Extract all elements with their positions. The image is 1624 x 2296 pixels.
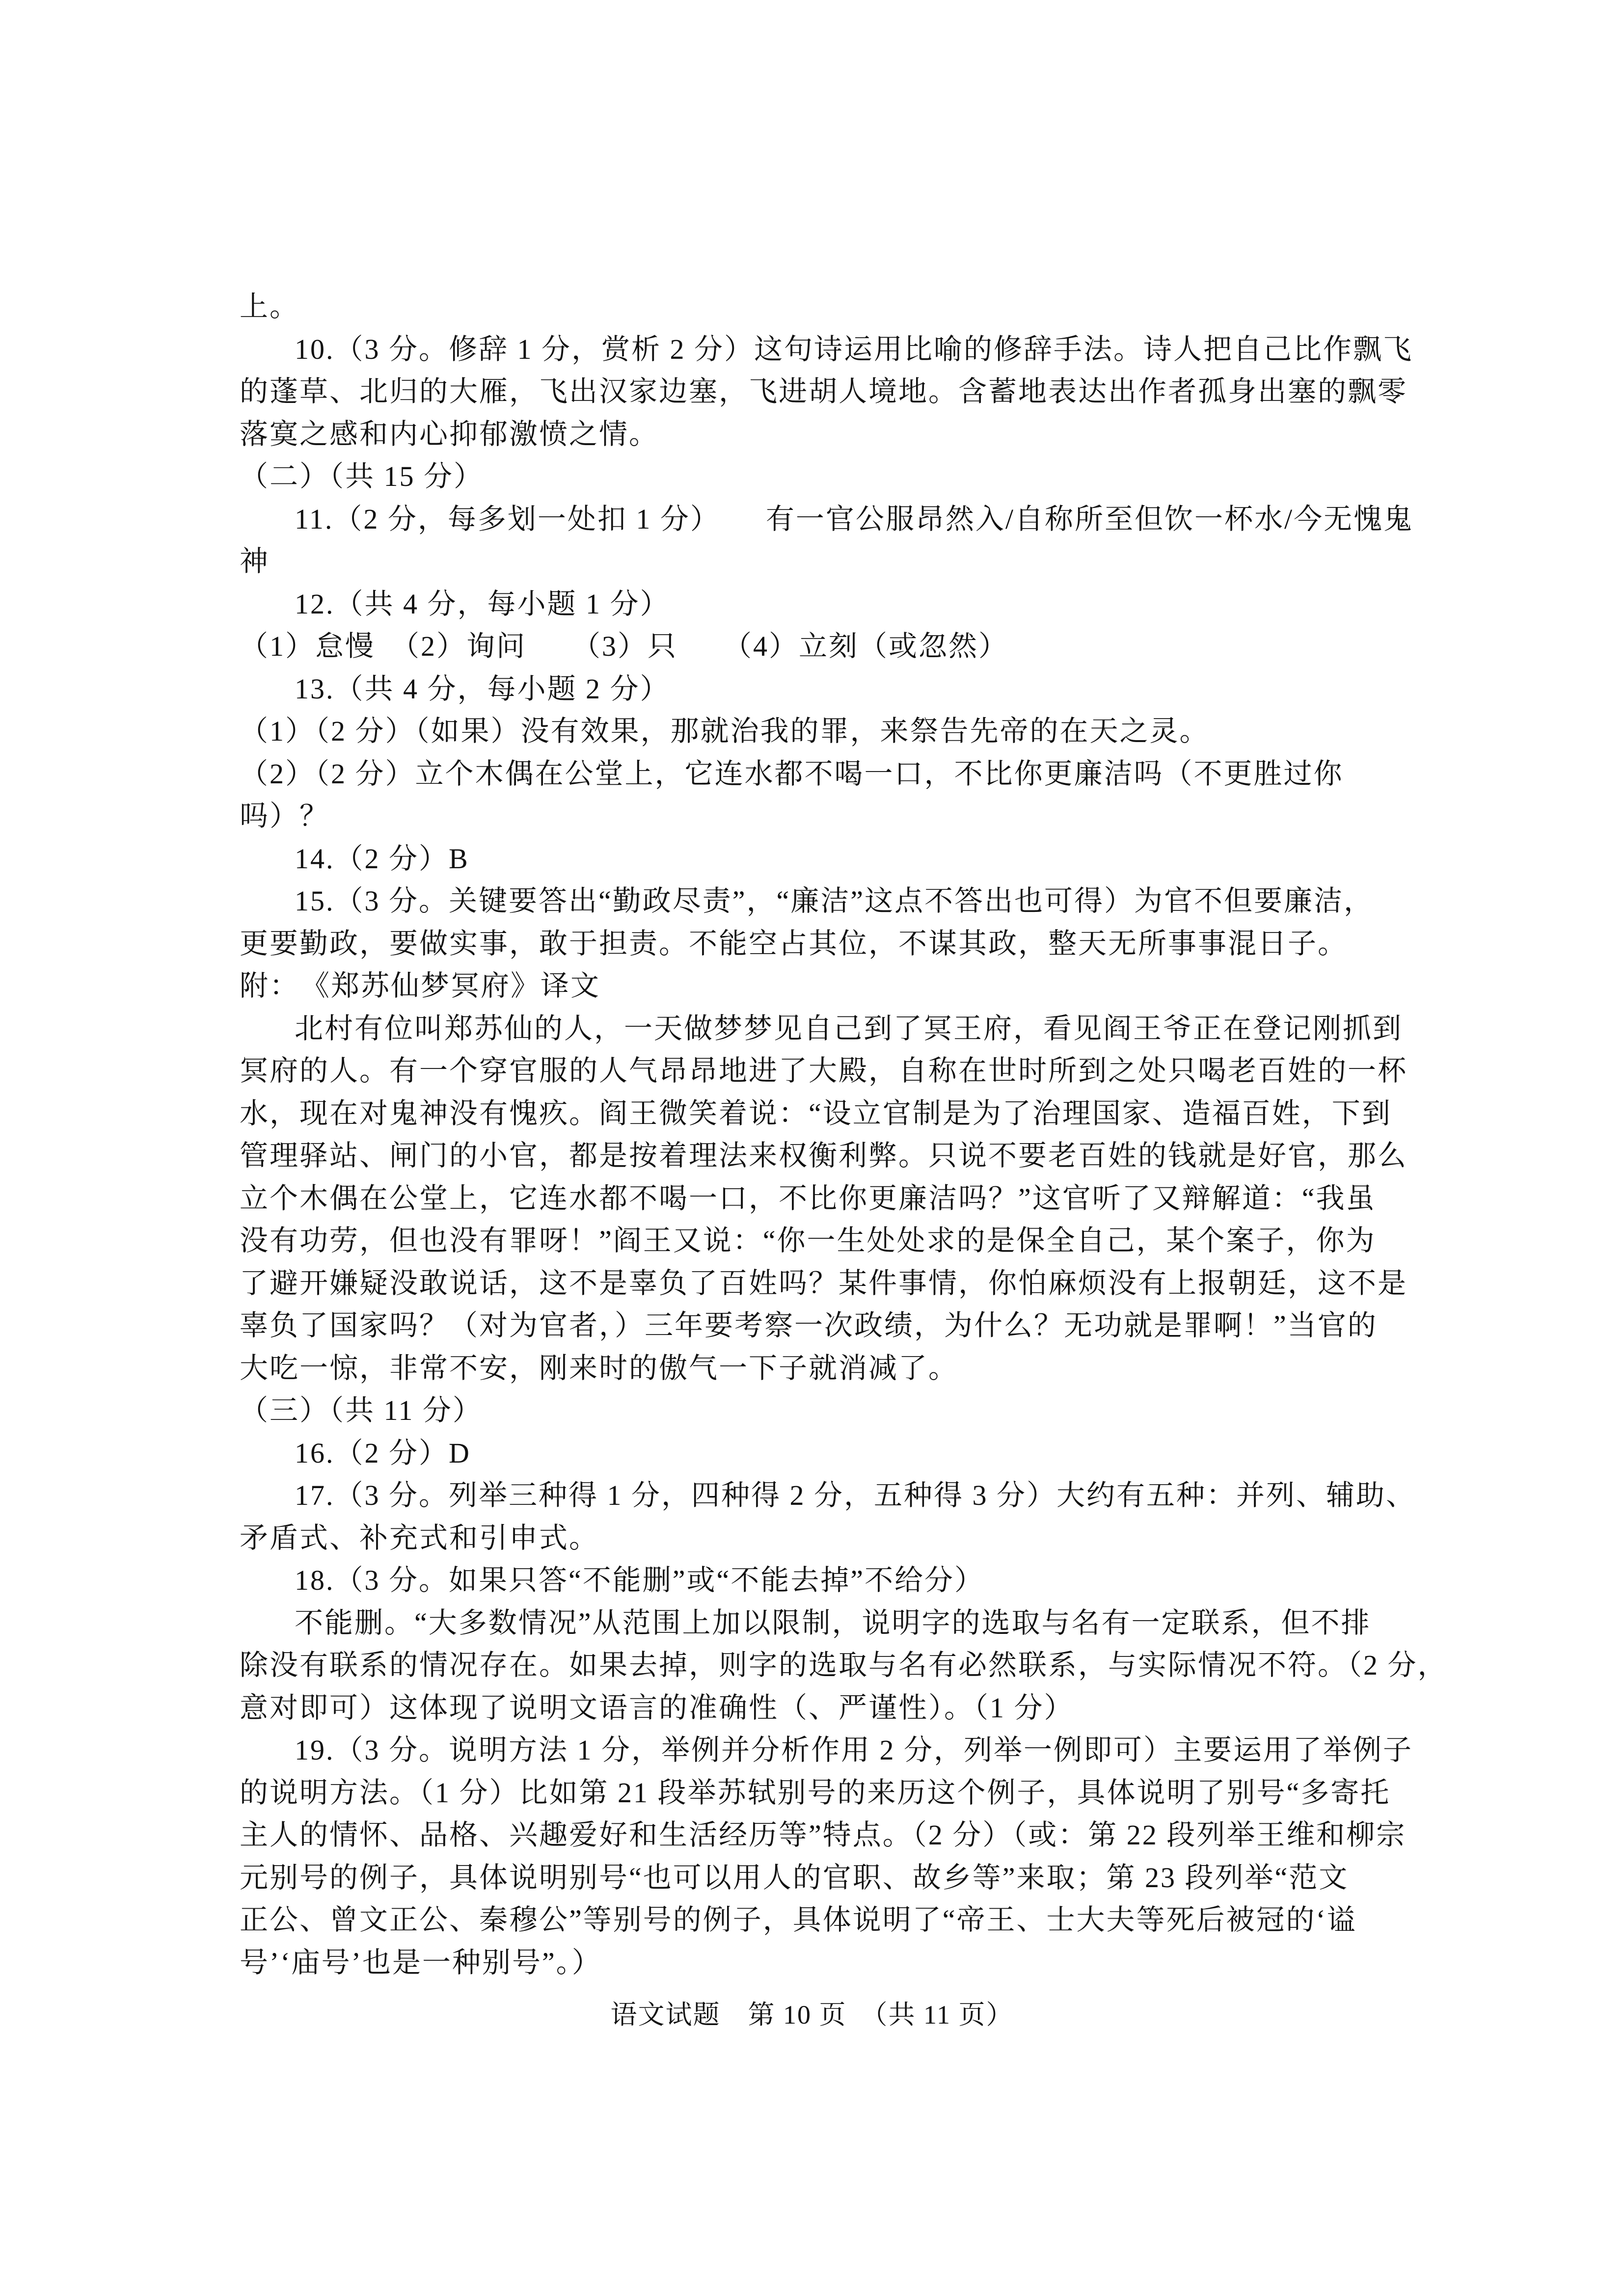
text-line: （三）（共 11 分）: [240, 1394, 483, 1426]
text-line: 18.（3 分。如果只答“不能删”或“不能去掉”不给分）: [295, 1564, 984, 1596]
text-line: 辜负了国家吗？（对为官者，）三年要考察一次政绩，为什么？无功就是罪啊！”当官的: [240, 1309, 1378, 1341]
text-line: 13.（共 4 分，每小题 2 分）: [295, 672, 670, 705]
text-line: 号’‘庙号’也是一种别号”。）: [240, 1946, 602, 1978]
text-line: 14.（2 分）B: [295, 842, 469, 875]
text-line: （1）（2 分）（如果）没有效果，那就治我的罪，来祭告先帝的在天之灵。: [240, 715, 1210, 747]
text-line: 12.（共 4 分，每小题 1 分）: [295, 587, 670, 620]
text-line: 北村有位叫郑苏仙的人，一天做梦梦见自己到了冥王府，看见阎王爷正在登记刚抓到: [295, 1012, 1403, 1044]
text-line: 的说明方法。（1 分）比如第 21 段举苏轼别号的来历这个例子，具体说明了别号“多寄托: [240, 1776, 1391, 1809]
text-line: （二）（共 15 分）: [240, 460, 484, 492]
text-line: 吗）？: [240, 800, 330, 832]
text-line: 更要勤政，要做实事，敢于担责。不能空占其位，不谋其政，整天无所事事混日子。: [240, 927, 1348, 960]
text-line: 15.（3 分。关键要答出“勤政尽责”，“廉洁”这点不答出也可得）为官不但要廉洁，: [295, 885, 1374, 917]
text-line: 17.（3 分。列举三种得 1 分，四种得 2 分，五种得 3 分）大约有五种：并列、辅助、: [295, 1479, 1416, 1511]
text-line: 附： 《郑苏仙梦冥府》译文: [240, 970, 601, 1002]
text-line: 11.（2 分，每多划一处扣 1 分） 有一官公服昂然入/自称所至但饮一杯水/今无愧鬼: [295, 503, 1414, 535]
text-line: 不能删。“大多数情况”从范围上加以限制，说明字的选取与名有一定联系，但不排: [295, 1606, 1371, 1639]
text-line: 19.（3 分。说明方法 1 分，举例并分析作用 2 分，列举一例即可）主要运用了举例子: [295, 1734, 1413, 1766]
text-line: 没有功劳，但也没有罪呀！”阎王又说：“你一生处处求的是保全自己，某个案子，你为: [240, 1225, 1376, 1256]
text-line: 管理驿站、闸门的小官，都是按着理法来权衡利弊。只说不要老百姓的钱就是好官，那么: [240, 1140, 1408, 1172]
text-line: 大吃一惊，非常不安，刚来时的傲气一下子就消减了。: [240, 1352, 959, 1384]
text-line: 神: [240, 545, 270, 577]
text-line: 10.（3 分。修辞 1 分，赏析 2 分）这句诗运用比喻的修辞手法。诗人把自己比作飘飞: [295, 333, 1413, 365]
text-line: 矛盾式、补充式和引申式。: [240, 1522, 599, 1554]
text-line: 正公、曾文正公、秦穆公”等别号的例子，具体说明了“帝王、士大夫等死后被冠的‘谥: [240, 1904, 1357, 1936]
text-line: 落寞之感和内心抑郁激愤之情。: [240, 418, 659, 450]
text-line: 除没有联系的情况存在。如果去掉，则字的选取与名有必然联系，与实际情况不符。（2 分，: [240, 1649, 1448, 1681]
text-line: （1）怠慢 （2）询问 （3）只 （4）立刻（或忽然）: [240, 630, 1009, 662]
text-line: 元别号的例子，具体说明别号“也可以用人的官职、故乡等”来取；第 23 段列举“范文: [240, 1861, 1349, 1894]
text-line: 主人的情怀、品格、兴趣爱好和生活经历等”特点。（2 分）（或：第 22 段列举王维和柳宗: [240, 1819, 1407, 1851]
answer-text-block: [240, 286, 1448, 1984]
text-line: 水，现在对鬼神没有愧疚。阎王微笑着说：“设立官制是为了治理国家、造福百姓，下到: [240, 1097, 1392, 1129]
text-line: 冥府的人。有一个穿官服的人气昂昂地进了大殿，自称在世时所到之处只喝老百姓的一杯: [240, 1055, 1408, 1087]
text-line: 意对即可）这体现了说明文语言的准确性（、严谨性）。（1 分）: [240, 1691, 1074, 1724]
text-line: 16.（2 分）D: [295, 1437, 471, 1469]
text-line: 的蓬草、北归的大雁，飞出汉家边塞，飞进胡人境地。含蓄地表达出作者孤身出塞的飘零: [240, 375, 1408, 407]
text-line: 立个木偶在公堂上，它连水都不喝一口，不比你更廉洁吗？”这官听了又辩解道：“我虽: [240, 1182, 1376, 1214]
text-line: 上。: [240, 291, 300, 322]
text-line: （2）（2 分）立个木偶在公堂上，它连水都不喝一口，不比你更廉洁吗（不更胜过你: [240, 757, 1344, 790]
text-line: 了避开嫌疑没敢说话，这不是辜负了百姓吗？某件事情，你怕麻烦没有上报朝廷，这不是: [240, 1267, 1408, 1299]
page-footer: 语文试题 第 10 页 （共 11 页）: [610, 2000, 1014, 2029]
